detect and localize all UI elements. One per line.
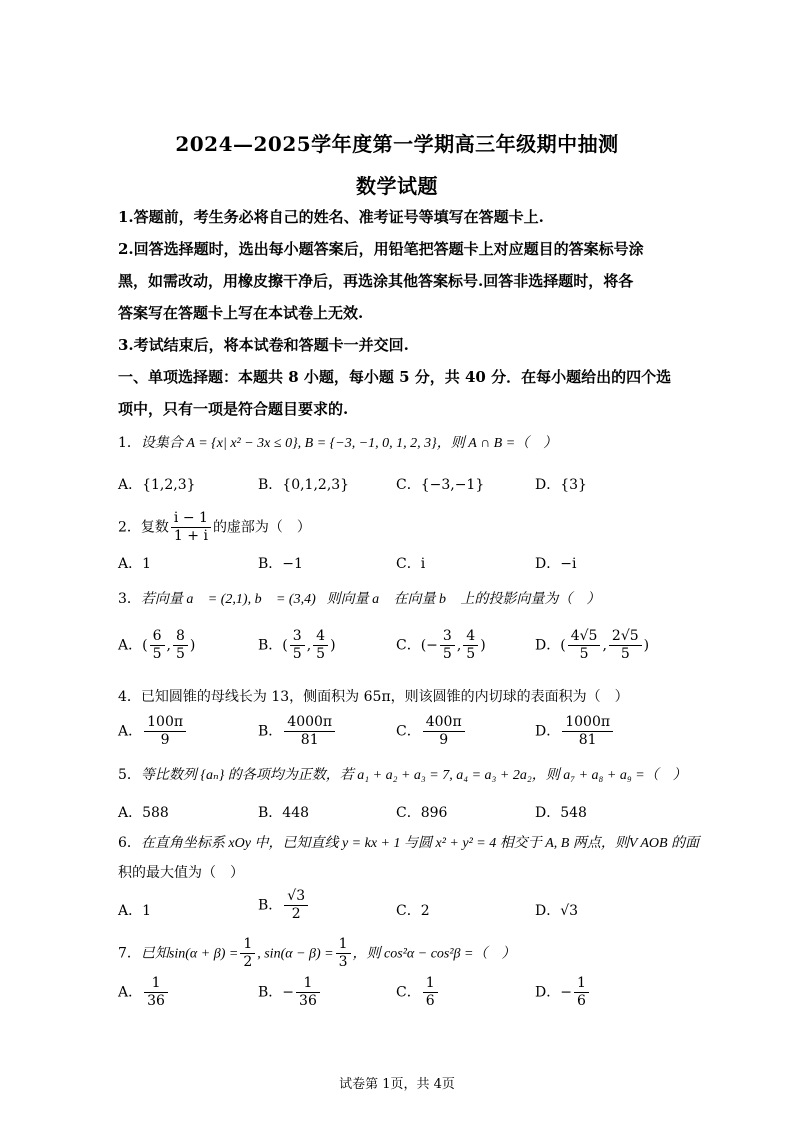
q4-option-a: A． $\frac{100\pi}{9}$ [118, 714, 188, 749]
q7-option-d: D．− $\frac{1}{6}$ [535, 975, 591, 1010]
instruction-2-end: 答案写在答题卡上写在本试卷上无效. [118, 304, 364, 322]
question-4: 4．已知圆锥的母线长为 13，侧面积为 65π，则该圆锥的内切球的表面积为（ ） [118, 689, 629, 705]
q5-option-d: D．548 [535, 805, 587, 821]
question-3: 3．若向量 a⃗ = (2,1), b⃗ = (3,4)，则向量 a⃗ 在向量 b⃗ 上的投影向量为（ ） [118, 591, 601, 607]
instruction-3: 3.考试结束后，将本试卷和答题卡一并交回. [118, 336, 409, 354]
section-heading-cont: 项中，只有一项是符合题目要求的. [118, 400, 349, 418]
q2-option-c: C．i [396, 556, 426, 572]
q5-option-a: A．588 [118, 805, 169, 821]
exam-subtitle: 数学试题 [356, 174, 438, 198]
q1-option-d: D．{3} [535, 477, 587, 493]
q4-option-b: B． $\frac{4000\pi}{81}$ [258, 714, 337, 749]
instruction-2: 2.回答选择题时，选出每小题答案后，用铅笔把答题卡上对应题目的答案标号涂 [118, 240, 644, 258]
q1-option-b: B．{0,1,2,3} [258, 477, 350, 493]
q6-option-d: D．√3 [535, 903, 579, 919]
q3-option-d: D．( $\frac{4√5}{5}$ , $\frac{2√5}{5}$ ) [535, 628, 650, 662]
q5-option-b: B．448 [258, 805, 310, 821]
q3-option-c: C．(− $\frac{3}{5}$ , $\frac{4}{5}$ ) [396, 628, 486, 662]
q2-option-d: D．−i [535, 556, 577, 572]
q3-option-b: B．( $\frac{3}{5}$ , $\frac{4}{5}$ ) [258, 628, 336, 662]
question-5: 5．等比数列 {aₙ} 的各项均为正数，若 a₁ + a₂ + a₃ = 7, a₄ = a₃ + 2a₂，则 a₇ + a₈ + a₉ =（ ） [118, 767, 687, 783]
instruction-1: 1.答题前，考生务必将自己的姓名、准考证号等填写在答题卡上. [118, 208, 544, 226]
q4-option-d: D． $\frac{1000\pi}{81}$ [535, 714, 615, 749]
q1-option-c: C．{−3,−1} [396, 477, 485, 493]
question-6: 6．在直角坐标系 xOy 中，已知直线 y = kx + 1 与圆 x² + y² = 4 相交于 A, B 两点，则V AOB 的面 [118, 835, 700, 851]
q7-option-a: A． $\frac{1}{36}$ [118, 975, 170, 1010]
q3-option-a: A．( $\frac{6}{5}$ , $\frac{8}{5}$ ) [118, 628, 196, 662]
fraction: $\frac{i - 1}{1 + i}$ [171, 510, 211, 545]
q1-option-a: A．{1,2,3} [118, 477, 196, 493]
page-footer: 试卷第 1页，共 4页 [339, 1077, 455, 1092]
instruction-2-cont: 黑，如需改动，用橡皮擦干净后，再选涂其他答案标号.回答非选择题时，将各 [118, 272, 634, 290]
q6-option-b: B． $\frac{√3}{2}$ [258, 888, 310, 923]
q6-option-c: C．2 [396, 903, 430, 919]
question-2: 2．复数 $\frac{i - 1}{1 + i}$ 的虚部为（ ） [118, 510, 311, 544]
q7-option-b: B．− $\frac{1}{36}$ [258, 975, 322, 1010]
exam-title: 2024—2025学年度第一学期高三年级期中抽测 [175, 132, 619, 156]
q7-option-c: C． $\frac{1}{6}$ [396, 975, 440, 1010]
q4-option-c: C． $\frac{400\pi}{9}$ [396, 714, 467, 749]
section-heading: 一、单项选择题：本题共 8 小题，每小题 5 分，共 40 分．在每小题给出的四个选 [118, 368, 672, 386]
q6-option-a: A．1 [118, 903, 152, 919]
q2-option-b: B．−1 [258, 556, 303, 572]
q5-option-c: C．896 [396, 805, 448, 821]
question-1: 1．设集合 A = {x| x² − 3x ≤ 0}, B = {−3, −1, 0, 1, 2, 3}，则 A ∩ B =（ ） [118, 435, 558, 451]
question-6-cont: 积的最大值为（ ） [118, 865, 244, 881]
question-7: 7．已知sin(α + β) = $\frac{1}{2}$ , sin(α − β) = $\frac{1}{3}$ ，则 cos²α − cos²β =（ ） [118, 936, 516, 970]
q2-option-a: A．1 [118, 556, 152, 572]
